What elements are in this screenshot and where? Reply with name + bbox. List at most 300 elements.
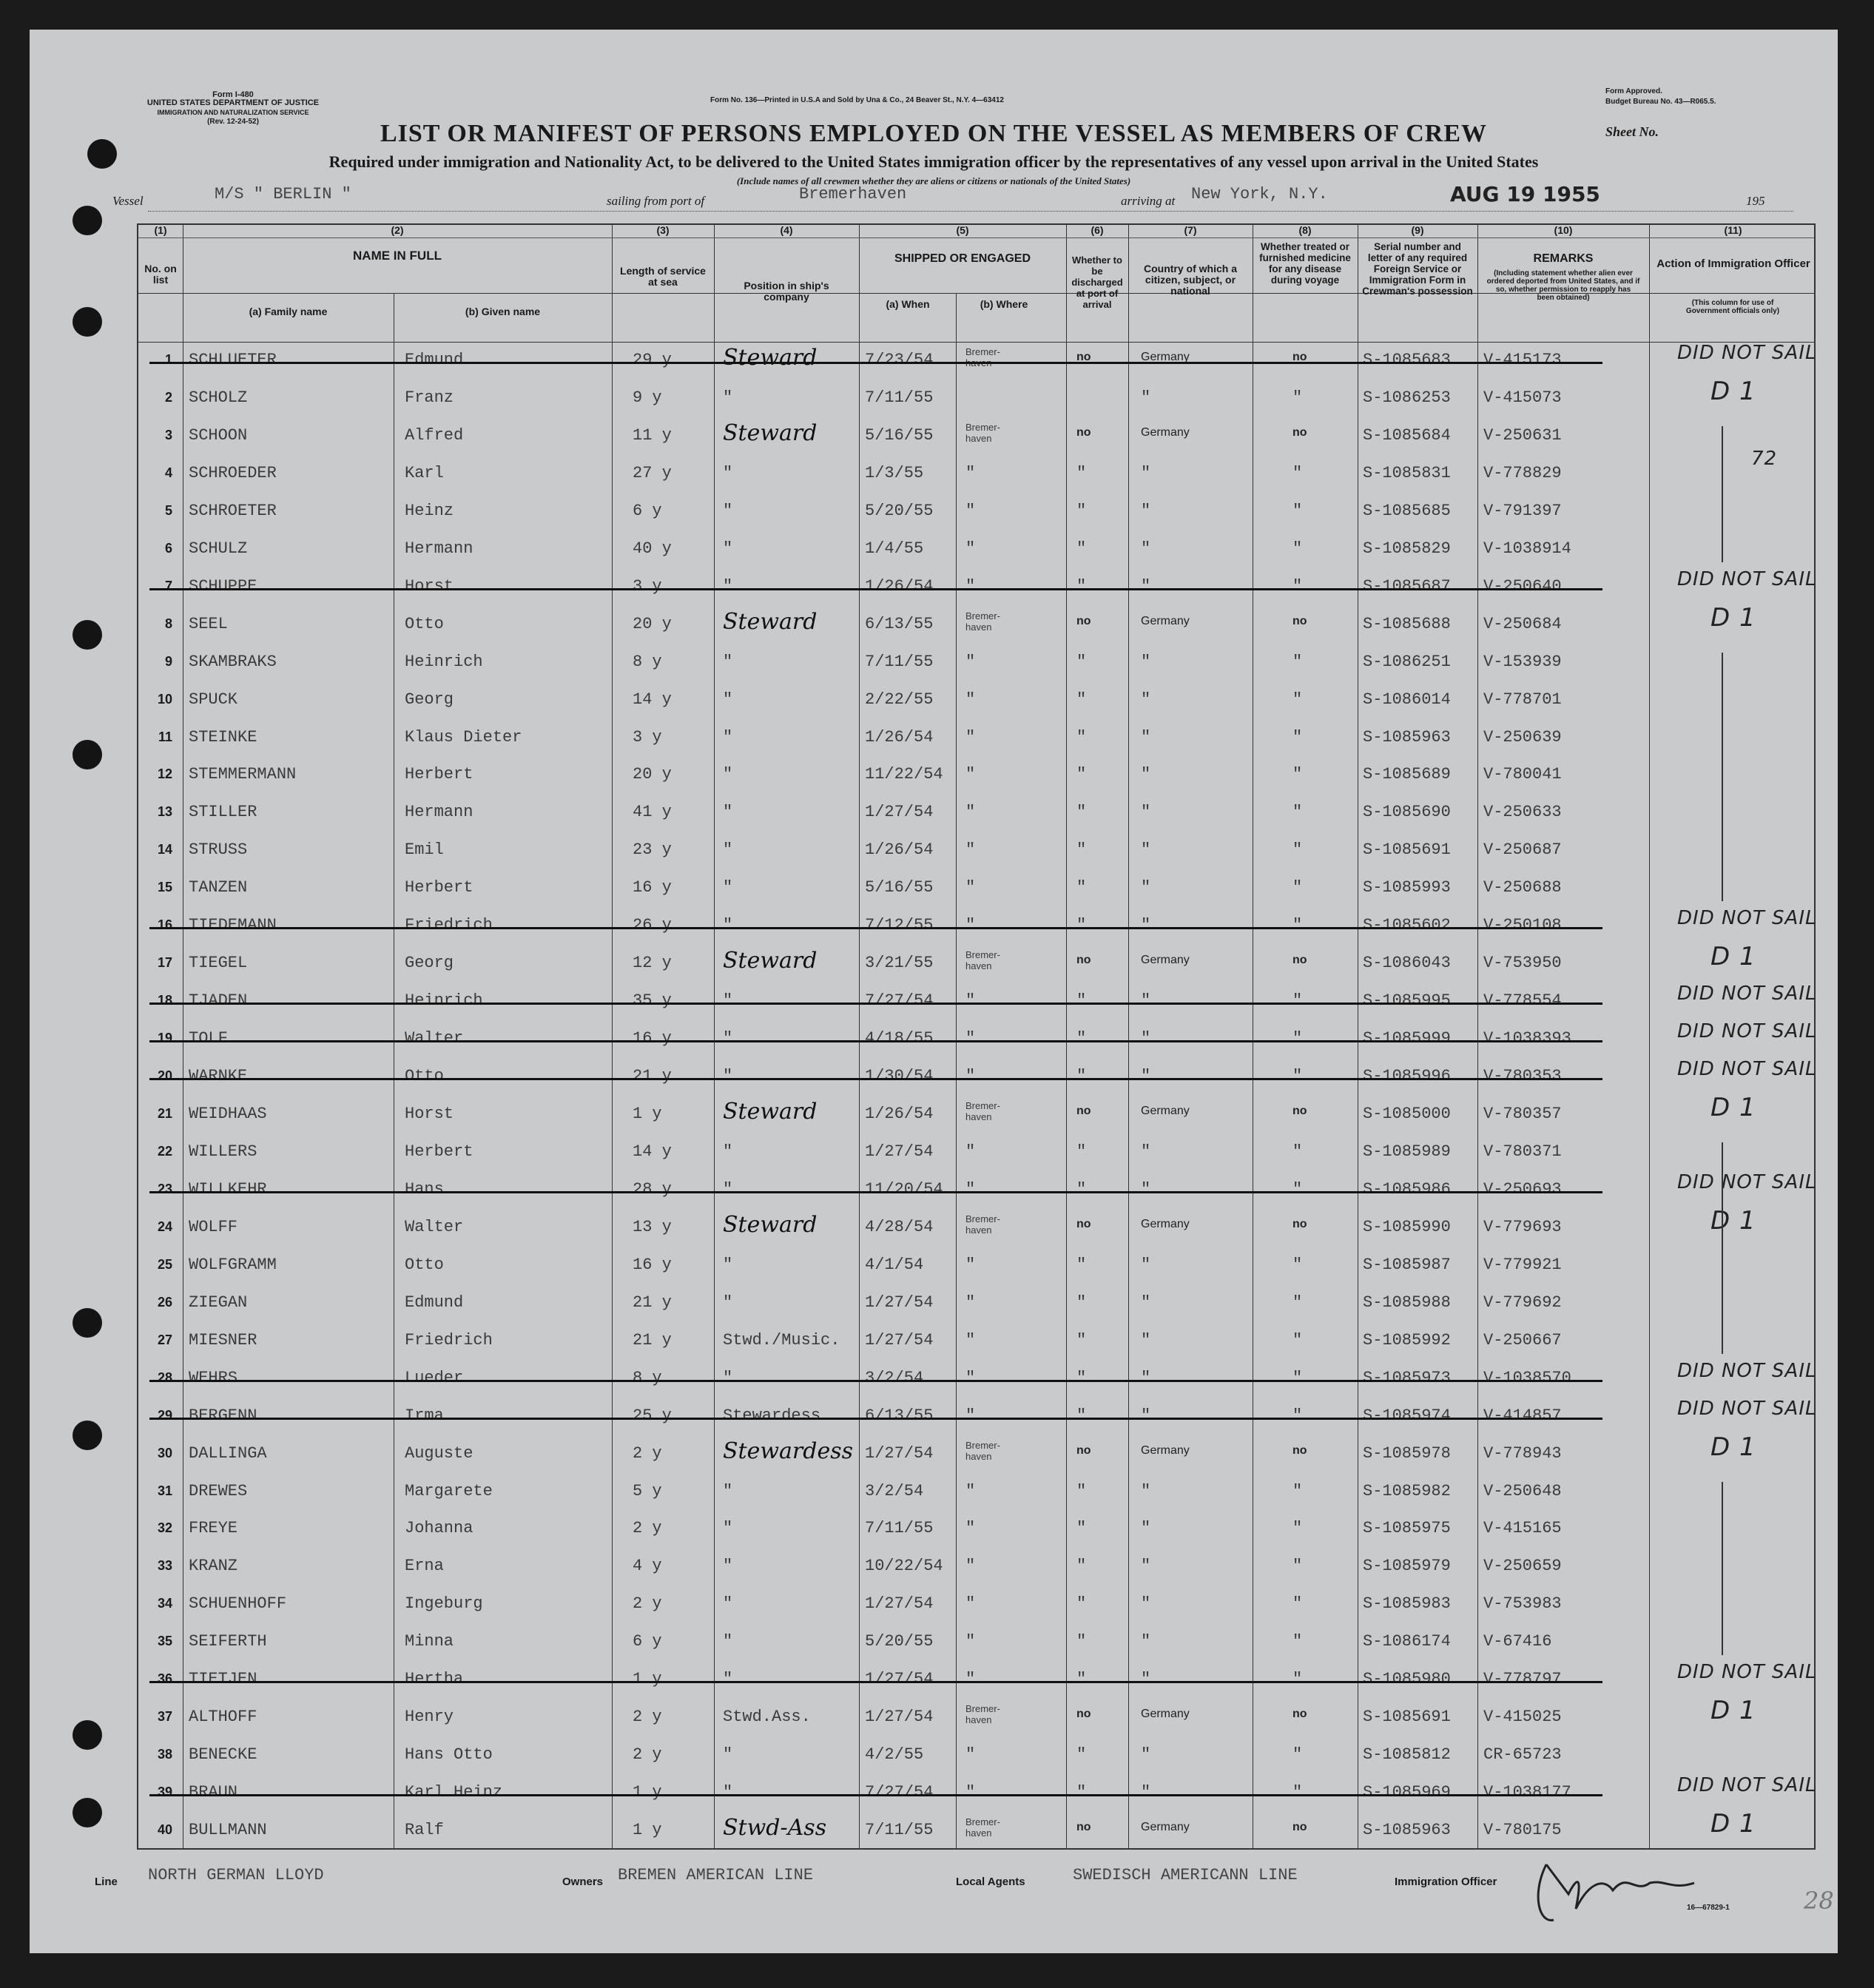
shipped-when: 7/27/54 <box>865 991 934 1011</box>
table-row <box>138 1809 1817 1851</box>
shipped-where: " <box>965 1406 976 1425</box>
given-name: Klaus Dieter <box>405 727 522 747</box>
table-row <box>138 1248 1817 1286</box>
remarks: V-1038393 <box>1483 1029 1571 1048</box>
row-number: 16 <box>157 917 172 933</box>
length-of-service: 8 y <box>633 1368 662 1387</box>
given-name: Karl Heinz <box>405 1783 503 1802</box>
country: " <box>1141 652 1151 671</box>
shipped-where: " <box>965 1481 976 1500</box>
given-name: Friedrich <box>405 1330 493 1350</box>
position: Stwd.Ass. <box>723 1708 811 1727</box>
shipped-when: 1/27/54 <box>865 1443 934 1463</box>
row-number: 17 <box>157 955 172 971</box>
shipped-where: " <box>965 991 976 1011</box>
punch-hole <box>73 620 102 650</box>
shipped-when: 3/21/55 <box>865 954 934 973</box>
length-of-service: 5 y <box>633 1481 662 1500</box>
medicine: " <box>1292 1783 1303 1802</box>
remarks: V-1038570 <box>1483 1368 1571 1387</box>
row-number: 4 <box>164 465 172 480</box>
row-number: 22 <box>157 1143 172 1159</box>
discharged: " <box>1076 1255 1087 1274</box>
shipped-where: " <box>965 652 976 671</box>
shipped-where: " <box>965 1632 976 1651</box>
row-number: 5 <box>164 502 172 518</box>
shipped-where: " <box>965 1330 976 1350</box>
length-of-service: 16 y <box>633 1029 672 1048</box>
page-title: LIST OR MANIFEST OF PERSONS EMPLOYED ON THE VESSEL AS MEMBERS OF CREW <box>380 120 1488 147</box>
position: " <box>723 539 733 558</box>
length-of-service: 2 y <box>633 1708 662 1727</box>
header-where: (b) Where <box>980 298 1028 310</box>
bracket-line <box>1722 653 1723 902</box>
row-number: 21 <box>157 1106 172 1121</box>
punch-hole <box>73 307 102 337</box>
shipped-when: 7/11/55 <box>865 1519 934 1538</box>
shipped-where: " <box>965 803 976 822</box>
shipped-when: 5/16/55 <box>865 878 934 897</box>
position: " <box>723 1519 733 1538</box>
table-row <box>138 683 1817 721</box>
header-action-note: (This column for use of Government officials only) <box>1685 299 1780 315</box>
header-position: Position in ship's company <box>744 280 829 303</box>
shipped-when: 4/2/55 <box>865 1745 924 1765</box>
serial-number: S-1085812 <box>1363 1745 1451 1765</box>
medicine: no <box>1292 425 1307 439</box>
length-of-service: 13 y <box>633 1217 672 1236</box>
length-of-service: 21 y <box>633 1067 672 1086</box>
medicine: " <box>1292 878 1303 897</box>
country: " <box>1141 1293 1151 1312</box>
family-name: SCHUENHOFF <box>189 1594 287 1614</box>
agents-label: Local Agents <box>956 1876 1025 1888</box>
given-name: Friedrich <box>405 916 493 935</box>
table-row <box>138 1475 1817 1512</box>
table-row <box>138 1625 1817 1662</box>
handwritten-note: DID NOT SAIL <box>1677 1170 1817 1193</box>
header-given-name: (b) Given name <box>465 306 541 317</box>
given-name: Erna <box>405 1557 444 1576</box>
serial-number: S-1085969 <box>1363 1783 1451 1802</box>
remarks: V-753983 <box>1483 1594 1562 1614</box>
shipped-when: 1/3/55 <box>865 463 924 482</box>
header-country: Country of which a citizen, subject, or national <box>1144 263 1237 297</box>
length-of-service: 9 y <box>633 388 662 407</box>
row-number: 38 <box>157 1747 172 1762</box>
arrival-date-stamp: AUG 19 1955 <box>1450 182 1600 206</box>
position: " <box>723 652 733 671</box>
given-name: Franz <box>405 388 454 407</box>
table-row <box>138 758 1817 795</box>
country: " <box>1141 1783 1151 1802</box>
length-of-service: 16 y <box>633 878 672 897</box>
family-name: SCHOON <box>189 425 248 445</box>
family-name: ALTHOFF <box>189 1708 257 1727</box>
given-name: Georg <box>405 690 454 709</box>
medicine: " <box>1292 840 1303 860</box>
row-number: 18 <box>157 993 172 1008</box>
given-name: Margarete <box>405 1481 493 1500</box>
family-name: TANZEN <box>189 878 248 897</box>
line-value: NORTH GERMAN LLOYD <box>148 1866 324 1884</box>
remarks: V-414857 <box>1483 1406 1562 1425</box>
given-name: Walter <box>405 1029 464 1048</box>
remarks: V-780041 <box>1483 765 1562 784</box>
serial-number: S-1085980 <box>1363 1670 1451 1689</box>
serial-number: S-1085829 <box>1363 539 1451 558</box>
discharged: " <box>1076 576 1087 596</box>
family-name: ZIEGAN <box>189 1293 248 1312</box>
bracket-line <box>1722 426 1723 562</box>
row-number: 11 <box>158 729 172 744</box>
medicine: no <box>1292 1217 1307 1230</box>
shipped-where: Bremer-haven <box>965 1100 1000 1122</box>
table-row <box>138 833 1817 871</box>
shipped-when: 6/13/55 <box>865 1406 934 1425</box>
length-of-service: 1 y <box>633 1105 662 1123</box>
punch-hole <box>73 740 102 769</box>
shipped-where: " <box>965 1293 976 1312</box>
country: Germany <box>1141 614 1190 627</box>
service: IMMIGRATION AND NATURALIZATION SERVICE <box>157 109 309 116</box>
discharged: " <box>1076 1557 1087 1576</box>
serial-number: S-1085995 <box>1363 991 1451 1011</box>
shipped-when: 1/27/54 <box>865 803 934 822</box>
medicine: " <box>1292 1557 1303 1576</box>
header-action: Action of Immigration Officer <box>1656 257 1810 270</box>
length-of-service: 16 y <box>633 1255 672 1274</box>
handwritten-note: DID NOT SAIL <box>1677 1661 1817 1684</box>
family-name: KRANZ <box>189 1557 238 1576</box>
sailing-label: sailing from port of <box>607 194 705 208</box>
line-label: Line <box>95 1876 118 1888</box>
bracket-line <box>1722 1482 1723 1656</box>
given-name: Heinz <box>405 501 454 520</box>
remarks: V-250640 <box>1483 576 1562 596</box>
serial-number: S-1085602 <box>1363 916 1451 935</box>
serial-number: S-1085687 <box>1363 576 1451 596</box>
length-of-service: 2 y <box>633 1443 662 1463</box>
length-of-service: 1 y <box>633 1821 662 1840</box>
given-name: Herbert <box>405 765 473 784</box>
page-mark: 28 <box>1804 1887 1834 1915</box>
medicine: " <box>1292 803 1303 822</box>
handwritten-note: D 1 <box>1710 1696 1756 1726</box>
length-of-service: 21 y <box>633 1330 672 1350</box>
discharged: " <box>1076 1519 1087 1538</box>
length-of-service: 3 y <box>633 576 662 596</box>
medicine: no <box>1292 351 1307 363</box>
form-code: 16—67829-1 <box>1687 1904 1730 1912</box>
remarks: V-780175 <box>1483 1821 1562 1840</box>
remarks: V-415165 <box>1483 1519 1562 1538</box>
row-number: 33 <box>157 1558 172 1574</box>
row-number: 8 <box>164 616 172 631</box>
col-num-11: (11) <box>1724 224 1742 236</box>
table-row <box>138 1512 1817 1549</box>
medicine: " <box>1292 765 1303 784</box>
country: " <box>1141 1594 1151 1614</box>
discharged: " <box>1076 501 1087 520</box>
row-number: 34 <box>157 1596 172 1611</box>
given-name: Irma <box>405 1406 444 1425</box>
length-of-service: 28 y <box>633 1179 672 1199</box>
discharged: " <box>1076 1179 1087 1199</box>
row-number: 24 <box>157 1219 172 1234</box>
position: Stewardess <box>723 1406 821 1425</box>
shipped-when: 1/4/55 <box>865 539 924 558</box>
country: " <box>1141 1179 1151 1199</box>
header-remarks: REMARKS <box>1533 252 1594 265</box>
shipped-when: 1/27/54 <box>865 1330 934 1350</box>
given-name: Otto <box>405 1067 444 1086</box>
shipped-where: " <box>965 1519 976 1538</box>
shipped-where: " <box>965 501 976 520</box>
remarks: V-753950 <box>1483 954 1562 973</box>
remarks: V-250633 <box>1483 803 1562 822</box>
owners-label: Owners <box>562 1876 604 1888</box>
given-name: Heinrich <box>405 652 483 671</box>
table-row <box>138 1432 1817 1475</box>
length-of-service: 26 y <box>633 916 672 935</box>
family-name: WARNKE <box>189 1067 248 1086</box>
given-name: Herbert <box>405 878 473 897</box>
header-family-name: (a) Family name <box>249 306 328 317</box>
medicine: " <box>1292 1670 1303 1689</box>
strike-through-line <box>149 1418 1602 1420</box>
row-number: 20 <box>157 1068 172 1084</box>
medicine: " <box>1292 1330 1303 1350</box>
serial-number: S-1085992 <box>1363 1330 1451 1350</box>
table-row <box>138 645 1817 683</box>
medicine: no <box>1292 1443 1307 1457</box>
discharged: no <box>1076 954 1091 967</box>
remarks: V-250108 <box>1483 916 1562 935</box>
shipped-when: 10/22/54 <box>865 1557 943 1576</box>
shipped-when: 1/30/54 <box>865 1067 934 1086</box>
vessel-label: Vessel <box>112 194 144 208</box>
country: " <box>1141 690 1151 709</box>
strike-through-line <box>149 1794 1602 1796</box>
discharged: no <box>1076 1821 1091 1834</box>
given-name: Ingeburg <box>405 1594 483 1614</box>
table-row <box>138 1361 1817 1399</box>
handwritten-note: D 1 <box>1710 1205 1756 1236</box>
discharged: " <box>1076 539 1087 558</box>
discharged: " <box>1076 1368 1087 1387</box>
position: " <box>723 501 733 520</box>
given-name: Emil <box>405 840 444 860</box>
shipped-where: " <box>965 916 976 935</box>
medicine: " <box>1292 1029 1303 1048</box>
shipped-when: 1/27/54 <box>865 1594 934 1614</box>
family-name: SCHULZ <box>189 539 248 558</box>
table-row <box>138 1696 1817 1738</box>
shipped-when: 11/20/54 <box>865 1179 943 1199</box>
page-subtitle: Required under immigration and Nationality Act, to be delivered to the United States immigration officer by the representatives of any vessel upon arrival in the United States <box>328 152 1539 171</box>
header-no-on-list: No. on list <box>144 263 177 286</box>
length-of-service: 35 y <box>633 991 672 1011</box>
length-of-service: 40 y <box>633 539 672 558</box>
remarks: V-415073 <box>1483 388 1562 407</box>
table-row <box>138 1059 1817 1097</box>
medicine: " <box>1292 916 1303 935</box>
header-when: (a) When <box>886 298 930 310</box>
shipped-when: 7/12/55 <box>865 916 934 935</box>
position: Stewardess <box>723 1438 854 1464</box>
shipped-when: 1/27/54 <box>865 1708 934 1727</box>
shipped-where: " <box>965 878 976 897</box>
family-name: SPUCK <box>189 690 238 709</box>
shipped-when: 7/11/55 <box>865 652 934 671</box>
handwritten-note: DID NOT SAIL <box>1677 342 1817 364</box>
given-name: Edmund <box>405 351 464 369</box>
country: " <box>1141 1519 1151 1538</box>
serial-number: S-1085691 <box>1363 840 1451 860</box>
serial-number: S-1085974 <box>1363 1406 1451 1425</box>
family-name: SCHUPPE <box>189 576 257 596</box>
shipped-where: " <box>965 1067 976 1086</box>
row-number: 28 <box>157 1369 172 1385</box>
shipped-when: 3/2/54 <box>865 1481 924 1500</box>
length-of-service: 1 y <box>633 1783 662 1802</box>
serial-number: S-1085000 <box>1363 1105 1451 1123</box>
strike-through-line <box>149 1191 1602 1193</box>
medicine: no <box>1292 1105 1307 1117</box>
country: " <box>1141 539 1151 558</box>
sheet-label: Sheet No. <box>1605 124 1659 139</box>
medicine: no <box>1292 1708 1307 1721</box>
medicine: " <box>1292 1255 1303 1274</box>
handwritten-note: DID NOT SAIL <box>1677 1359 1817 1382</box>
shipped-where: " <box>965 1255 976 1274</box>
row-number: 14 <box>157 842 172 857</box>
shipped-when: 5/16/55 <box>865 425 934 445</box>
discharged: " <box>1076 1293 1087 1312</box>
serial-number: S-1085683 <box>1363 351 1451 369</box>
table-row <box>138 1205 1817 1248</box>
position: " <box>723 878 733 897</box>
shipped-where: " <box>965 1745 976 1765</box>
country: " <box>1141 1330 1151 1350</box>
serial-number: S-1085963 <box>1363 727 1451 747</box>
medicine: " <box>1292 1067 1303 1086</box>
given-name: Georg <box>405 954 454 973</box>
col-num-5: (5) <box>956 224 969 236</box>
strike-through-line <box>149 1003 1602 1005</box>
row-number: 15 <box>157 880 172 895</box>
length-of-service: 14 y <box>633 1142 672 1161</box>
serial-number: S-1086251 <box>1363 652 1451 671</box>
given-name: Otto <box>405 1255 444 1274</box>
serial-number: S-1085993 <box>1363 878 1451 897</box>
family-name: BENECKE <box>189 1745 257 1765</box>
shipped-where: Bremer-haven <box>965 610 1000 633</box>
shipped-when: 4/28/54 <box>865 1217 934 1236</box>
discharged: " <box>1076 1406 1087 1425</box>
row-number: 37 <box>157 1709 172 1725</box>
remarks: V-250659 <box>1483 1557 1562 1576</box>
medicine: no <box>1292 614 1307 627</box>
remarks: V-250687 <box>1483 840 1562 860</box>
remarks: V-67416 <box>1483 1632 1552 1651</box>
vessel-line-rule <box>148 211 1793 212</box>
row-number: 39 <box>157 1785 172 1800</box>
row-number: 32 <box>157 1520 172 1536</box>
discharged: no <box>1076 351 1091 363</box>
remarks: V-778943 <box>1483 1443 1562 1463</box>
row-number: 29 <box>157 1407 172 1423</box>
strike-through-line <box>149 1078 1602 1080</box>
country: " <box>1141 463 1151 482</box>
given-name: Edmund <box>405 1293 464 1312</box>
position: " <box>723 1632 733 1651</box>
given-name: Hans Otto <box>405 1745 493 1765</box>
given-name: Horst <box>405 1105 454 1123</box>
medicine: " <box>1292 1594 1303 1614</box>
header-remarks-note: (Including statement whether alien ever ordered deported from United States, and if so, whether permission to reapply has been obtained) <box>1486 269 1640 302</box>
remarks: V-250667 <box>1483 1330 1562 1350</box>
budget-bureau: Budget Bureau No. 43—R065.5. <box>1605 98 1716 106</box>
medicine: " <box>1292 501 1303 520</box>
length-of-service: 2 y <box>633 1745 662 1765</box>
col-num-9: (9) <box>1411 224 1424 236</box>
country: " <box>1141 727 1151 747</box>
shipped-when: 1/26/54 <box>865 727 934 747</box>
length-of-service: 12 y <box>633 954 672 973</box>
punch-hole <box>73 1421 102 1450</box>
table-row <box>138 795 1817 833</box>
discharged: " <box>1076 765 1087 784</box>
header-name-in-full: NAME IN FULL <box>353 249 442 263</box>
row-number: 12 <box>157 766 172 782</box>
handwritten-note: D 1 <box>1710 1809 1756 1839</box>
remarks: V-250648 <box>1483 1481 1562 1500</box>
header-medicine: Whether treated or furnished medicine for any disease during voyage <box>1259 241 1351 286</box>
position: Steward <box>723 1211 818 1238</box>
col-num-6: (6) <box>1091 224 1104 236</box>
remarks: V-250639 <box>1483 727 1562 747</box>
discharged: " <box>1076 1783 1087 1802</box>
remarks: V-778554 <box>1483 991 1562 1011</box>
officer-signature <box>1524 1850 1709 1931</box>
row-number: 30 <box>157 1445 172 1460</box>
header-serial: Serial number and letter of any required Foreign Service or Immigration Form in Crewman's possession <box>1362 241 1473 297</box>
country: " <box>1141 1029 1151 1048</box>
country: " <box>1141 501 1151 520</box>
handwritten-note: DID NOT SAIL <box>1677 983 1817 1005</box>
given-name: Heinrich <box>405 991 483 1011</box>
serial-number: S-1085689 <box>1363 765 1451 784</box>
table-row <box>138 447 1817 494</box>
given-name: Alfred <box>405 425 464 445</box>
position: " <box>723 1481 733 1500</box>
shipped-where: " <box>965 1594 976 1614</box>
medicine: " <box>1292 1406 1303 1425</box>
family-name: WILLERS <box>189 1142 257 1161</box>
row-number: 26 <box>157 1294 172 1310</box>
medicine: " <box>1292 991 1303 1011</box>
country: Germany <box>1141 425 1190 439</box>
row-number: 31 <box>157 1483 172 1498</box>
family-name: SEIFERTH <box>189 1632 267 1651</box>
given-name: Henry <box>405 1708 454 1727</box>
remarks: V-415025 <box>1483 1708 1562 1727</box>
length-of-service: 25 y <box>633 1406 672 1425</box>
country: Germany <box>1141 1708 1190 1721</box>
row-number: 1 <box>164 352 172 367</box>
